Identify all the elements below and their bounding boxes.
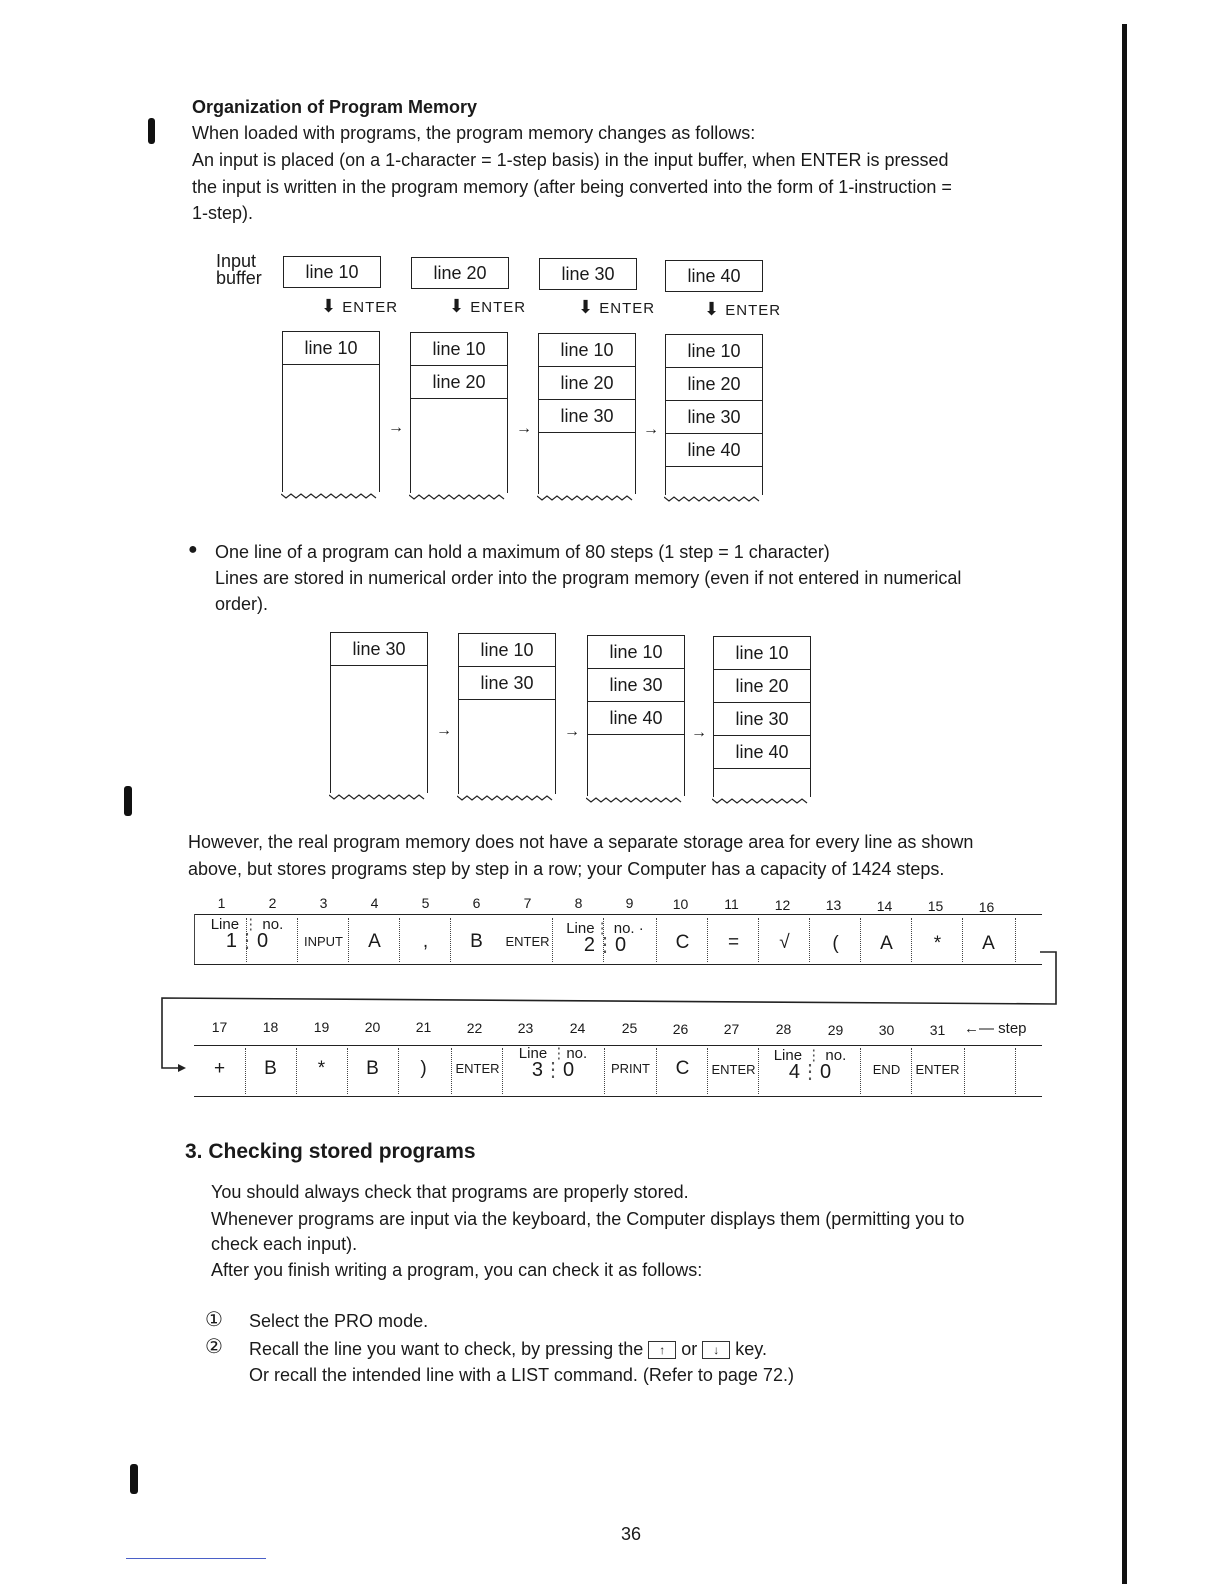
cell-divider <box>296 1048 297 1094</box>
step-number: 1 <box>217 895 226 911</box>
memory-line: line 20 <box>539 367 635 400</box>
cell-divider <box>656 1048 657 1094</box>
step-marker: ① <box>205 1309 223 1331</box>
step-number: 4 <box>370 895 379 911</box>
step-number: 6 <box>472 895 481 911</box>
binding-mark-2 <box>124 786 132 816</box>
memory-line: line 40 <box>666 434 762 467</box>
step-cell: B <box>470 931 483 952</box>
wavy-edge-icon <box>712 795 812 805</box>
step-number: 10 <box>672 896 689 912</box>
down-arrow-icon: ⬇ <box>449 296 466 316</box>
line-label: Line <box>210 916 240 933</box>
memory-line: line 10 <box>588 636 684 669</box>
line-number-cell: Line ⋮no. 3⋮0 <box>518 1045 588 1081</box>
cell-divider <box>911 1048 912 1094</box>
cell-divider <box>758 1048 759 1094</box>
memory-line: line 10 <box>411 333 507 366</box>
line-digit: 1 <box>225 930 237 952</box>
memory-line: line 10 <box>539 334 635 367</box>
bullet-text: Lines are stored in numerical order into the program memory (even if not entered in numerical <box>215 568 962 588</box>
no-label: no. <box>566 1045 588 1062</box>
memory-box <box>665 334 763 495</box>
right-arrow-icon: → <box>691 724 707 741</box>
cell-divider <box>1015 1048 1016 1094</box>
cell-divider <box>245 1048 246 1094</box>
memory-line: line 20 <box>411 366 507 399</box>
step-number: 26 <box>672 1021 689 1037</box>
input-box: line 30 <box>539 258 637 290</box>
paragraph: the input is written in the program memory (after being converted into the form of 1-instruction = <box>192 177 952 197</box>
step-cell: B <box>264 1058 277 1079</box>
wavy-edge-icon <box>409 491 509 501</box>
paragraph: 1-step). <box>192 203 254 223</box>
no-label: no. <box>262 916 284 933</box>
line-label: Line <box>773 1047 803 1064</box>
step-number: 3 <box>319 895 328 911</box>
step-cell: * <box>933 933 942 954</box>
memory-box <box>587 635 685 796</box>
step-cell: = <box>727 932 740 953</box>
buffer-label: buffer <box>216 268 262 288</box>
memory-line: line 30 <box>714 703 810 736</box>
enter-arrow <box>578 297 655 318</box>
section-heading: 3. Checking stored programs <box>185 1140 476 1163</box>
memory-line: line 10 <box>459 634 555 667</box>
step-text <box>249 1336 767 1362</box>
cell-divider <box>451 1048 452 1094</box>
step-number: 18 <box>262 1019 279 1035</box>
step-number: 5 <box>421 895 430 911</box>
paragraph: When loaded with programs, the program memory changes as follows: <box>192 123 756 143</box>
down-arrow-icon: ⬇ <box>321 296 338 316</box>
step-marker: ② <box>205 1336 223 1358</box>
step-number: 12 <box>774 897 791 913</box>
line-number-cell: Line ⋮ no. 1⋮0 <box>210 916 284 952</box>
step-cell: ) <box>420 1058 427 1079</box>
memory-line: line 30 <box>331 633 427 666</box>
enter-arrow <box>704 299 781 320</box>
step-cell: A <box>982 933 995 954</box>
enter-label: ENTER <box>470 299 527 316</box>
paragraph: You should always check that programs are properly stored. <box>211 1182 689 1202</box>
step-cell: A <box>368 931 381 952</box>
step-number: 16 <box>978 899 995 915</box>
wavy-edge-icon <box>664 493 764 503</box>
input-buffer-label <box>216 253 262 287</box>
wavy-edge-icon <box>457 792 557 802</box>
step-number: 24 <box>569 1020 586 1036</box>
step-text-part: Recall the line you want to check, by pressing the <box>249 1339 644 1359</box>
line-number-cell: Line⋮ no. · 2⋮0 <box>566 920 644 956</box>
cell-divider <box>964 1048 965 1094</box>
page-edge-bar <box>1122 24 1127 1584</box>
memory-box <box>410 332 508 493</box>
right-arrow-icon: → <box>564 723 580 740</box>
step-number: 30 <box>878 1022 895 1038</box>
input-box: line 20 <box>411 257 509 289</box>
step-text: Select the PRO mode. <box>249 1311 429 1331</box>
wavy-edge-icon <box>586 794 686 804</box>
wavy-edge-icon <box>537 492 637 502</box>
down-arrow-icon: ⬇ <box>704 299 721 319</box>
binding-mark-3 <box>130 1464 138 1494</box>
step-number: 2 <box>268 895 277 911</box>
input-label: Input <box>216 251 257 271</box>
step-cell: ENTER <box>455 1061 500 1076</box>
bullet-text: One line of a program can hold a maximum of 80 steps (1 step = 1 character) <box>215 542 830 562</box>
paragraph: An input is placed (on a 1-character = 1-step basis) in the input buffer, when ENTER is pressed <box>192 150 949 170</box>
step-number: 21 <box>415 1019 432 1035</box>
line-label: Line <box>518 1045 548 1062</box>
memory-line: line 10 <box>666 335 762 368</box>
memory-line: line 40 <box>588 702 684 735</box>
line-digit: 2 <box>583 934 595 956</box>
cell-divider <box>347 1048 348 1094</box>
line-digit: 0 <box>615 934 627 956</box>
step-number: 25 <box>621 1020 638 1036</box>
step-number: 8 <box>574 895 583 911</box>
input-box: line 10 <box>283 256 381 288</box>
step-number: 13 <box>825 897 842 913</box>
no-label: no. · <box>613 920 644 937</box>
step-cell: A <box>880 933 893 954</box>
step-cell: * <box>317 1058 326 1079</box>
section-heading: Organization of Program Memory <box>192 97 478 117</box>
step-cell: , <box>422 931 429 952</box>
memory-line: line 10 <box>714 637 810 670</box>
memory-line: line 20 <box>666 368 762 401</box>
step-number: 27 <box>723 1021 740 1037</box>
line-digit: 0 <box>820 1061 832 1083</box>
step-cell: C <box>675 932 690 953</box>
enter-label: ENTER <box>599 300 656 317</box>
memory-box <box>458 633 556 794</box>
memory-line: line 30 <box>539 400 635 433</box>
step-number: 15 <box>927 898 944 914</box>
footer-rule <box>126 1558 266 1559</box>
step-number: 7 <box>523 895 532 911</box>
paragraph: After you finish writing a program, you can check it as follows: <box>211 1260 703 1280</box>
step-number: 9 <box>625 895 634 911</box>
memory-box <box>282 331 380 492</box>
input-box: line 40 <box>665 260 763 292</box>
right-arrow-icon: → <box>516 420 532 437</box>
table-border <box>194 1096 1042 1097</box>
step-cell: + <box>213 1058 226 1079</box>
line-digit: 0 <box>563 1059 575 1081</box>
memory-box <box>538 333 636 494</box>
step-number: 19 <box>313 1019 330 1035</box>
step-number: 14 <box>876 898 893 914</box>
step-number: 11 <box>724 896 739 912</box>
binding-mark-1 <box>148 118 155 144</box>
enter-label: ENTER <box>342 299 399 316</box>
table-border <box>194 914 1042 915</box>
right-arrow-icon: → <box>436 722 452 739</box>
paragraph: However, the real program memory does not have a separate storage area for every line as shown <box>188 832 974 852</box>
cell-divider <box>707 1048 708 1094</box>
memory-line: line 20 <box>714 670 810 703</box>
step-cell: INPUT <box>304 934 343 949</box>
memory-line: line 30 <box>666 401 762 434</box>
right-arrow-icon: → <box>643 421 659 438</box>
line-digit: 0 <box>257 930 269 952</box>
right-arrow-icon: → <box>388 419 404 436</box>
wavy-edge-icon <box>329 791 429 801</box>
step-text: Or recall the intended line with a LIST command. (Refer to page 72.) <box>249 1365 794 1385</box>
step-number: 28 <box>775 1021 792 1037</box>
cell-divider <box>860 1048 861 1094</box>
line-digit: 3 <box>531 1059 543 1081</box>
step-text-part: key. <box>735 1339 767 1359</box>
memory-line: line 30 <box>459 667 555 700</box>
step-cell: B <box>366 1058 379 1079</box>
step-number: 20 <box>364 1019 381 1035</box>
step-cell: ENTER <box>505 934 550 949</box>
step-cell: END <box>872 1062 901 1077</box>
enter-arrow <box>449 296 526 317</box>
step-cell: C <box>675 1058 690 1079</box>
line-number-cell: Line ⋮ no. 4⋮0 <box>773 1047 847 1083</box>
paragraph: check each input). <box>211 1234 358 1254</box>
step-number: 22 <box>466 1020 483 1036</box>
memory-box <box>713 636 811 797</box>
paragraph: above, but stores programs step by step in a row; your Computer has a capacity of 1424 steps. <box>188 859 945 879</box>
down-key-icon: ↓ <box>702 1341 730 1359</box>
step-cell: PRINT <box>611 1061 650 1076</box>
up-key-icon: ↑ <box>648 1341 676 1359</box>
cell-divider <box>502 1048 503 1094</box>
step-number: 29 <box>827 1022 844 1038</box>
step-label: ←— step <box>964 1020 1027 1037</box>
step-number: 23 <box>517 1020 534 1036</box>
memory-line: line 10 <box>283 332 379 365</box>
step-cell: ( <box>832 933 839 954</box>
table-border <box>194 1045 1042 1046</box>
step-cell: ENTER <box>711 1062 756 1077</box>
step-number: 17 <box>211 1019 228 1035</box>
paragraph: Whenever programs are input via the keyboard, the Computer displays them (permitting you to <box>211 1209 965 1229</box>
memory-box <box>330 632 428 793</box>
step-cell: ENTER <box>915 1062 960 1077</box>
memory-line: line 40 <box>714 736 810 769</box>
or-text: or <box>681 1339 698 1359</box>
no-label: no. <box>825 1047 847 1064</box>
step-cell: √ <box>779 932 790 953</box>
line-digit: 4 <box>788 1061 800 1083</box>
page-number: 36 <box>621 1524 642 1544</box>
enter-arrow <box>321 296 398 317</box>
line-label: Line <box>566 920 595 937</box>
bullet-icon: ● <box>188 541 198 558</box>
cell-divider <box>398 1048 399 1094</box>
step-number: 31 <box>929 1022 946 1038</box>
enter-label: ENTER <box>725 302 782 319</box>
wavy-edge-icon <box>281 490 381 500</box>
cell-divider <box>604 1048 605 1094</box>
memory-line: line 30 <box>588 669 684 702</box>
bullet-text: order). <box>215 594 269 614</box>
down-arrow-icon: ⬇ <box>578 297 595 317</box>
